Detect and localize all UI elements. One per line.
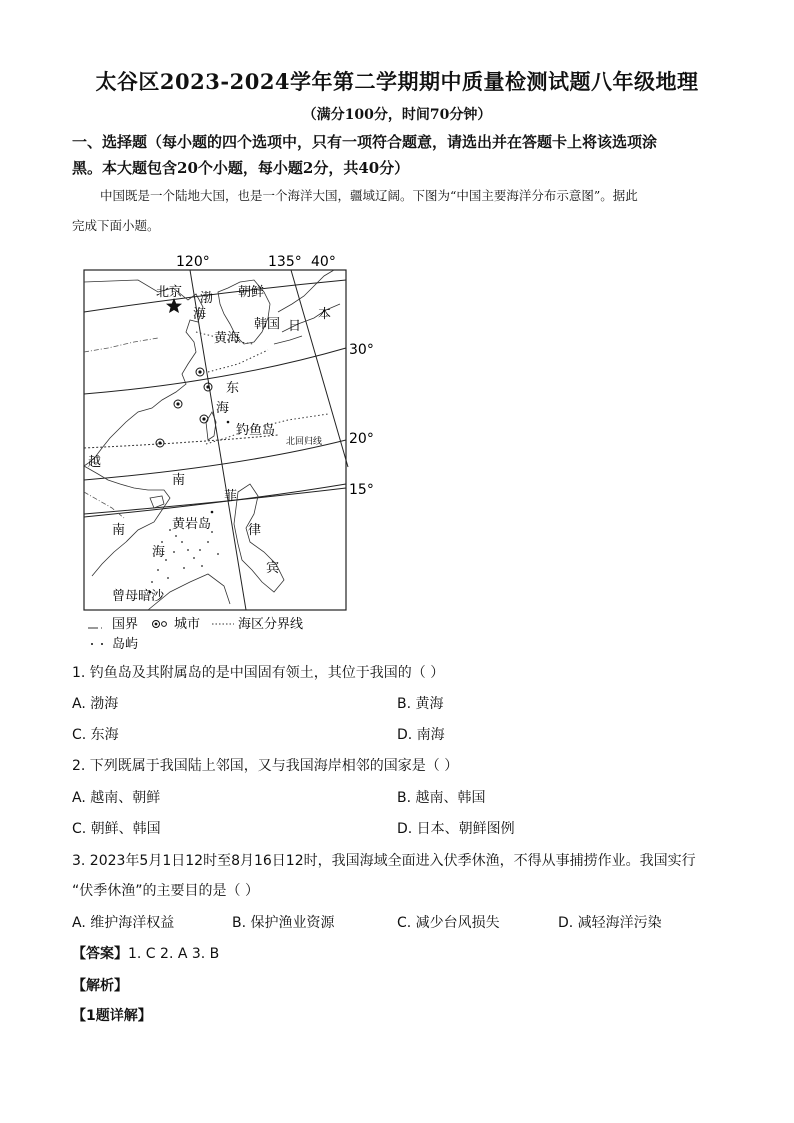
label-bo1: 渤 — [200, 291, 214, 306]
question-2-option-b[interactable]: B. 越南、韩国 — [397, 790, 486, 806]
lon-label-135: 135° — [268, 254, 302, 270]
question-3-stem-line2: “伏季休渔”的主要目的是（ ） — [72, 883, 259, 899]
national-border — [84, 338, 158, 518]
label-fei: 菲 — [224, 489, 238, 504]
legend-island-label: 岛屿 — [112, 637, 139, 652]
label-huangyandao: 黄岩岛 — [172, 517, 212, 532]
label-dong: 东 — [226, 381, 240, 396]
hainan-island — [150, 496, 164, 508]
question-2-option-c[interactable]: C. 朝鲜、韩国 — [72, 821, 161, 837]
legend-border-label: 国界 — [112, 617, 139, 632]
page-title: 太谷区2023-2024学年第二学期期中质量检测试题八年级地理 — [95, 69, 699, 94]
label-hanguo: 韩国 — [254, 317, 281, 332]
label-lv: 律 — [248, 523, 262, 538]
analysis-label: 【解析】 — [72, 978, 128, 994]
china-sea-map — [78, 252, 408, 652]
map-legend — [88, 616, 303, 652]
label-bin: 宾 — [266, 561, 280, 576]
page-subtitle: （满分100分，时间70分钟） — [302, 107, 492, 123]
lat-label-15: 15° — [349, 482, 374, 498]
huangyan-island-marker — [211, 511, 214, 514]
question-3-stem-line1: 3. 2023年5月1日12时至8月16日12时，我国海域全面进入伏季休渔，不得从事捕捞作业。我国实行 — [72, 853, 696, 869]
label-ben: 本 — [318, 307, 332, 322]
question-2-option-a[interactable]: A. 越南、朝鲜 — [72, 790, 161, 806]
parallel-15 — [84, 484, 346, 517]
legend-island-symbol — [91, 643, 93, 645]
question-2-option-d[interactable]: D. 日本、朝鲜图例 — [397, 821, 515, 837]
detail-label: 【1题详解】 — [72, 1008, 152, 1024]
lat-label-30: 30° — [349, 342, 374, 358]
label-nanhai: 海 — [152, 545, 166, 560]
sea-boundary-yellow-east — [208, 350, 268, 372]
answer-values: 1. C 2. A 3. B — [128, 946, 220, 962]
label-huanghai: 黄海 — [214, 331, 241, 346]
label-donghai: 海 — [216, 401, 230, 416]
label-yue: 越 — [88, 455, 102, 470]
label-ri: 日 — [288, 319, 302, 334]
answer-line — [72, 943, 219, 963]
question-1-option-d[interactable]: D. 南海 — [397, 727, 445, 743]
question-1-option-c[interactable]: C. 东海 — [72, 727, 119, 743]
parallel-30 — [84, 348, 346, 394]
question-3-option-b[interactable]: B. 保护渔业资源 — [232, 915, 335, 931]
legend-city-label: 城市 — [174, 617, 201, 632]
lat-label-40: 40° — [311, 254, 336, 270]
intro-line1: 中国既是一个陆地大国，也是一个海洋大国，疆域辽阔。下图为“中国主要海洋分布示意图”。据此 — [100, 188, 638, 203]
label-zengmuansha: 曾母暗沙 — [112, 589, 165, 604]
lon-label-120: 120° — [176, 254, 210, 270]
question-3-option-d[interactable]: D. 减轻海洋污染 — [558, 915, 662, 931]
answer-label: 【答案】 — [72, 946, 128, 962]
label-diaoyudao: 钓鱼岛 — [236, 423, 276, 438]
label-bo2: 海 — [193, 307, 207, 322]
question-1-stem: 1. 钓鱼岛及其附属岛的是中国固有领土，其位于我国的（ ） — [72, 665, 445, 681]
question-3-option-a[interactable]: A. 维护海洋权益 — [72, 915, 175, 931]
label-beijing: 北京 — [156, 285, 183, 300]
question-1-option-a[interactable]: A. 渤海 — [72, 696, 119, 712]
lat-label-20: 20° — [349, 431, 374, 447]
question-1-option-b[interactable]: B. 黄海 — [397, 696, 444, 712]
legend-sea-boundary-label: 海区分界线 — [238, 617, 304, 632]
intro-line2: 完成下面小题。 — [72, 218, 160, 233]
label-nan: 南 — [172, 473, 186, 488]
label-chaoxian: 朝鲜 — [238, 285, 265, 300]
label-nan2: 南 — [112, 523, 126, 538]
parallel-40 — [84, 280, 346, 312]
question-2-stem: 2. 下列既属于我国陆上邻国，又与我国海岸相邻的国家是（ ） — [72, 758, 459, 774]
section-heading-line1: 一、选择题（每小题的四个选项中，只有一项符合题意，请选出并在答题卡上将该选项涂 — [72, 133, 658, 151]
section-heading-line2: 黑。本大题包含20个小题，每小题2分，共40分） — [72, 159, 410, 177]
question-3-option-c[interactable]: C. 减少台风损失 — [397, 915, 500, 931]
china-coastline — [84, 280, 203, 466]
diaoyu-island-marker — [227, 421, 230, 424]
label-tropic: 北回归线 — [286, 437, 323, 447]
